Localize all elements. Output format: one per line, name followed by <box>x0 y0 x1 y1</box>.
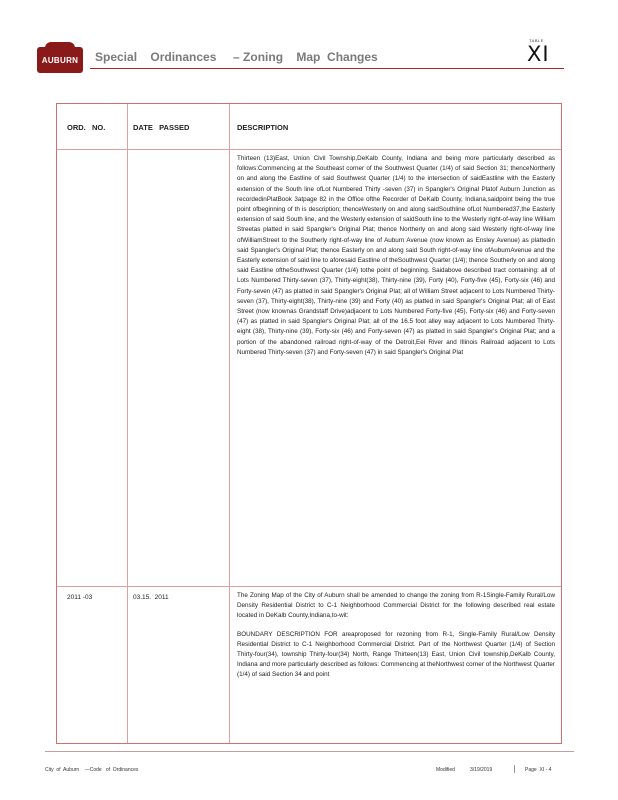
footer-modified-label: Modified <box>436 767 455 773</box>
table-number: XI <box>527 42 550 66</box>
description-cell <box>237 154 555 358</box>
footer-divider <box>45 751 574 752</box>
header-row-divider <box>57 149 561 150</box>
auburn-logo <box>37 47 83 73</box>
date-passed: 03.15. 2011 <box>133 594 169 601</box>
ordinance-table <box>56 103 562 744</box>
description-paragraph: The Zoning Map of the City of Auburn shall be amended to change the zoning from R-1Single-Family Rural/Low Density Residential District to C-1 Neighborhood Commercial District for the following described real estate located in DeKalb County,Indiana,to-wit: <box>237 592 555 620</box>
footer-modified-date: 3/19/2019 <box>470 767 493 773</box>
logo-text: AUBURN <box>41 55 79 65</box>
footer-code-title: City of Auburn —Code of Ordinances <box>45 767 139 773</box>
footer-page-number: Page XI - 4 <box>525 767 552 773</box>
description-paragraph: BOUNDARY DESCRIPTION FOR areaproposed for rezoning from R-1, Single-Family Rural/Low Density Residential District to C-1 Neighborhood Commercial District. Part of the Northwest Quarter (1/4) of Section Thirty-four(34), township Thirty-four(34) North, Range Thirteen(13) East, Union Civil township,DeKalb County, Indiana and more particularly described as follows: Commencing at theNorthwest corner of the Northwest Quarter (1/4) of said Section 34 and point <box>237 630 555 679</box>
row-divider <box>57 586 561 587</box>
footer-separator <box>514 765 515 773</box>
column-header-ord-no: ORD. NO. <box>67 123 106 132</box>
table-label: TABLE <box>529 38 544 43</box>
column-divider <box>127 104 128 743</box>
page-title: Special Ordinances – Zoning Map Changes <box>95 50 378 64</box>
column-header-date-passed: DATE PASSED <box>133 123 190 132</box>
ord-number: 2011 -03 <box>67 594 93 601</box>
description-paragraph: Thirteen (13)East, Union Civil Township,DeKalb County, Indiana and being more particularly described as follows:Commencing at the Southeast corner of the Southwest Quarter (1/4) of said Section 31; thenceNortherly on and along the Eastline of said Southwest Quarter (1/4) to the intersection of saidEastline with the Easterly extension of the South line ofLot Numbered Thirty -seven (37) in Spangler's Original Platof Auburn Junction as recordedinPlatBook 3atpage 82 in the Office ofthe Recorder of DeKalb County, Indiana,saidpoint being the true point ofbeginning of th is description; thenceWesterly on and along saidSouthline ofLot Numbered37,the Easterly extension of said South line, and the Westerly extension of saidSouth line to the Westerly right-of-way line William Streetas platted in said Spangler's Original Plat; thence Northerly on and along said Westerly right-of-way line ofWilliamStreet to the Southerly right-of-way line of Auburn Avenue (now known as Ensley Avenue) as plattedin said Spangler's Original Plat; thence Easterly on and along said South right-of-way line ofAuburnAvenue and the Easterly extension of said line to aforesaid Eastline of theSouthwest Quarter (1/4); thence Southerly on and along said Eastline oftheSouthwest Quarter (1/4) tothe point of beginning. Saidabove described tract containing: all of Lots Numbered Thirty-seven (37), Thirty-eight(38), Thirty-nine (39), Forty (40), Forty-five (45), Forty-six (46) and Forty-seven (47) as platted in said Spangler's Original Plat; all of William Street adjacent to Lots Numbered Thirty-seven (37), Thirty-eight(38), Thirty-nine (39) and Forty (40) as platted in said Spangler's Original Plat; all of East Street (now knownas Grandstaff Drive)adjacent to Lots Numbered Forty-five (45), Forty-six (46) and Forty-seven (47) as platted in said Spangler's Original Plat; all of the 16.5 foot alley way adjacent to Lots Numbered Thirty-eight (38), Thirty-nine (39), Forty-six (46) and Forty-seven (47) as platted in said Spangler's Original Plat; and a portion of the abandoned railroad right-of-way of the Detroit,Eel River and Illinois Railroad adjacent to Lots Numbered Thirty-seven (37) and Forty-seven (47) in said Spangler's Original Plat <box>237 155 555 356</box>
column-header-description: DESCRIPTION <box>237 123 289 132</box>
description-cell <box>237 591 555 681</box>
column-divider <box>229 104 230 743</box>
header-divider <box>90 68 564 69</box>
